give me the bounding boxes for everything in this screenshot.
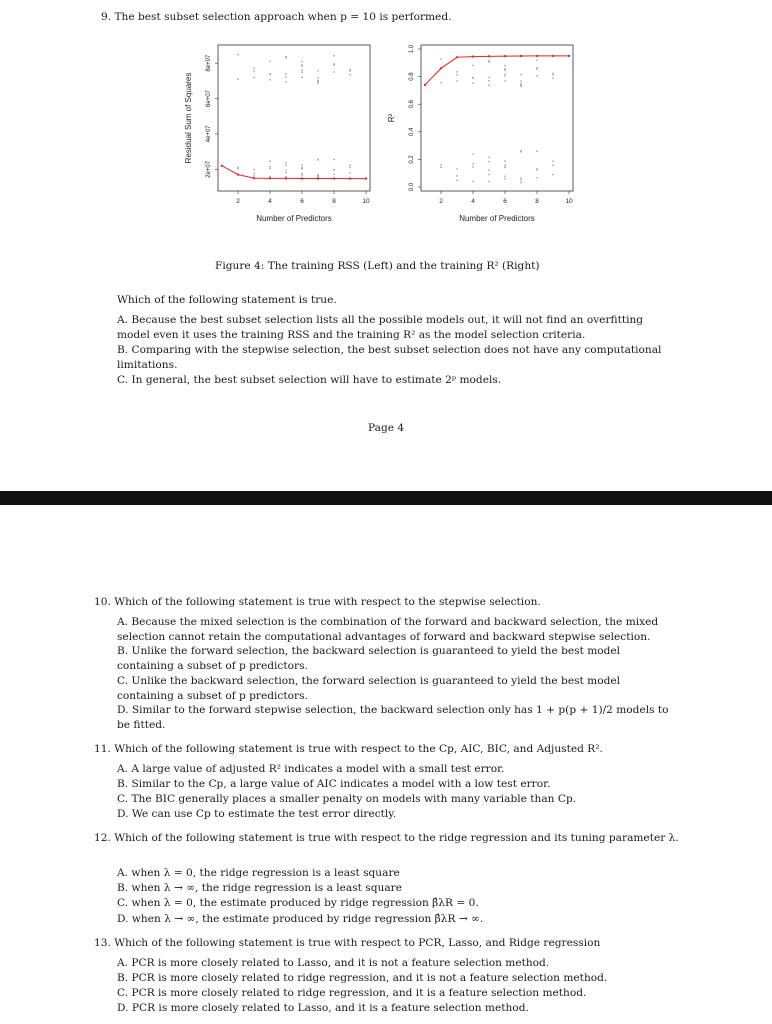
r2-model-point: [520, 150, 521, 151]
rss-best-model-point: [253, 177, 255, 179]
rss-model-point: [253, 175, 254, 176]
r2-model-point: [488, 157, 489, 158]
rss-model-point: [253, 70, 254, 71]
r2-model-point: [552, 165, 553, 166]
rss-model-point: [317, 81, 318, 82]
rss-model-point: [301, 66, 302, 67]
rss-model-point: [285, 56, 286, 57]
rss-y-tick-label: 6e+07: [206, 90, 212, 107]
question-13-option-d: D. PCR is more closely related to Lasso, and it is a feature selection method.: [117, 1002, 529, 1014]
r2-y-tick-label: 0.6: [409, 100, 415, 109]
rss-model-point: [301, 164, 302, 165]
rss-model-point: [253, 169, 254, 170]
r2-model-point: [456, 168, 457, 169]
rss-model-point: [333, 169, 334, 170]
rss-best-model-point: [317, 177, 319, 179]
rss-model-point: [349, 69, 350, 70]
rss-model-point: [333, 64, 334, 65]
rss-model-point: [317, 82, 318, 83]
rss-best-model-point: [221, 165, 223, 167]
r2-chart: [381, 40, 601, 240]
r2-best-model-point: [504, 55, 506, 57]
question-10-option-d: D. Similar to the forward stepwise selection, the backward selection only has 1 + p(p + 1)/2 models to be fitted.: [117, 704, 669, 731]
page-separator: [0, 491, 772, 505]
rss-model-point: [269, 61, 270, 62]
r2-model-point: [536, 75, 537, 76]
r2-model-point: [472, 181, 473, 182]
r2-best-model-point: [488, 55, 490, 57]
question-12-option-a: A. when λ = 0, the ridge regression is a least square: [117, 867, 400, 879]
rss-best-model-point: [333, 177, 335, 179]
r2-model-point: [536, 68, 537, 69]
r2-model-point: [488, 60, 489, 61]
rss-best-model-point: [285, 177, 287, 179]
r2-best-model-point: [536, 55, 538, 57]
r2-best-model-point: [552, 55, 554, 57]
r2-model-point: [456, 71, 457, 72]
rss-best-model-point: [349, 177, 351, 179]
rss-model-point: [333, 55, 334, 56]
question-10-option-b: B. Unlike the forward selection, the backward selection is guaranteed to yield the best model containing a subset of p predictors.: [117, 645, 621, 672]
rss-model-point: [237, 168, 238, 169]
r2-model-point: [504, 75, 505, 76]
r2-model-point: [552, 74, 553, 75]
r2-model-point: [472, 153, 473, 154]
rss-model-point: [349, 172, 350, 173]
question-13-title: 13. Which of the following statement is true with respect to PCR, Lasso, and Ridge regression: [94, 937, 601, 949]
question-13-option-c: C. PCR is more closely related to ridge regression, and it is a feature selection method.: [117, 987, 587, 999]
rss-model-point: [317, 159, 318, 160]
question-11-option-d: D. We can use Cp to estimate the test error directly.: [117, 808, 397, 820]
rss-plot-frame: [218, 45, 370, 191]
r2-x-axis-label: Number of Predictors: [459, 214, 535, 223]
rss-y-tick-label: 8e+07: [206, 54, 212, 72]
r2-model-point: [504, 73, 505, 74]
rss-best-model-point: [365, 177, 367, 179]
r2-x-tick-label: 4: [471, 198, 475, 205]
r2-model-point: [456, 180, 457, 181]
r2-model-point: [440, 58, 441, 59]
r2-y-tick-label: 0.0: [409, 182, 415, 192]
rss-y-axis-label: Residual Sum of Squares: [184, 72, 193, 164]
r2-model-point: [456, 80, 457, 81]
r2-best-model-point: [440, 67, 442, 69]
rss-model-point: [349, 164, 350, 165]
rss-best-model-point: [269, 177, 271, 179]
rss-model-point: [269, 79, 270, 80]
figure-caption: Figure 4: The training RSS (Left) and the training R² (Right): [215, 260, 540, 272]
r2-model-point: [504, 160, 505, 161]
rss-best-model-line: [222, 166, 366, 179]
r2-model-point: [488, 61, 489, 62]
r2-x-tick-label: 6: [503, 198, 507, 205]
rss-model-point: [285, 77, 286, 78]
question-10-option-a: A. Because the mixed selection is the combination of the forward and backward selection, the mixed selection cannot retain the computational advantages of forward and backward stepwise selection.: [117, 616, 659, 643]
rss-model-point: [285, 176, 286, 177]
question-9-prompt: Which of the following statement is true.: [117, 294, 337, 306]
r2-model-point: [552, 160, 553, 161]
r2-model-point: [504, 70, 505, 71]
r2-model-point: [504, 164, 505, 165]
rss-x-tick-label: 2: [236, 198, 240, 205]
r2-model-point: [472, 163, 473, 164]
r2-model-point: [472, 77, 473, 78]
rss-model-point: [317, 80, 318, 81]
r2-model-point: [520, 81, 521, 82]
r2-model-point: [520, 83, 521, 84]
rss-model-point: [301, 167, 302, 168]
rss-model-point: [269, 166, 270, 167]
r2-model-point: [488, 77, 489, 78]
r2-x-tick-label: 10: [565, 198, 573, 205]
r2-model-point: [456, 175, 457, 176]
r2-model-point: [536, 59, 537, 60]
r2-model-point: [504, 167, 505, 168]
r2-best-model-point: [456, 56, 458, 58]
rss-best-model-point: [301, 177, 303, 179]
rss-model-point: [285, 162, 286, 163]
rss-model-point: [349, 74, 350, 75]
rss-model-point: [285, 57, 286, 58]
r2-model-point: [472, 83, 473, 84]
rss-model-point: [253, 77, 254, 78]
rss-model-point: [317, 77, 318, 78]
rss-y-tick-label: 2e+07: [206, 160, 212, 178]
rss-model-point: [285, 81, 286, 82]
question-12-option-d: D. when λ → ∞, the estimate produced by ridge regression β̂λR → ∞.: [117, 913, 484, 925]
question-11-option-c: C. The BIC generally places a smaller penalty on models with many variable than Cp.: [117, 793, 577, 805]
rss-y-tick-label: 4e+07: [206, 125, 212, 143]
rss-model-point: [301, 77, 302, 78]
r2-model-point: [520, 179, 521, 180]
rss-model-point: [301, 173, 302, 174]
question-9-option-a: A. Because the best subset selection lists all the possible models out, it will not find an overfitting model even it uses the training RSS and the training R² as the model selection criteria.: [117, 314, 644, 341]
rss-x-tick-label: 4: [268, 198, 272, 205]
r2-model-point: [488, 85, 489, 86]
rss-model-point: [237, 79, 238, 80]
rss-x-tick-label: 8: [332, 198, 336, 205]
r2-model-point: [552, 73, 553, 74]
rss-model-point: [269, 176, 270, 177]
r2-model-point: [520, 74, 521, 75]
rss-model-point: [237, 54, 238, 55]
question-12-option-b: B. when λ → ∞, the ridge regression is a least square: [117, 882, 403, 894]
rss-model-point: [301, 64, 302, 65]
r2-model-point: [504, 178, 505, 179]
r2-x-tick-label: 8: [535, 198, 539, 205]
r2-model-point: [504, 68, 505, 69]
r2-model-point: [520, 178, 521, 179]
rss-model-point: [269, 160, 270, 161]
r2-y-tick-label: 0.4: [409, 127, 415, 136]
rss-model-point: [333, 174, 334, 175]
r2-y-tick-label: 1.0: [409, 44, 415, 54]
r2-model-point: [488, 80, 489, 81]
rss-model-point: [269, 73, 270, 74]
r2-y-tick-label: 0.8: [409, 72, 415, 81]
r2-y-tick-label: 0.2: [409, 155, 415, 164]
r2-model-point: [488, 169, 489, 170]
r2-best-model-point: [472, 55, 474, 57]
page-number: Page 4: [368, 422, 405, 434]
r2-model-point: [456, 74, 457, 75]
rss-model-point: [349, 167, 350, 168]
r2-model-point: [440, 82, 441, 83]
rss-model-point: [285, 73, 286, 74]
r2-y-axis-label: R²: [387, 113, 396, 123]
r2-best-model-point: [424, 84, 426, 86]
rss-best-model-point: [237, 173, 239, 175]
r2-model-point: [552, 78, 553, 79]
question-11-option-a: A. A large value of adjusted R² indicates a model with a small test error.: [117, 763, 505, 775]
rss-model-point: [333, 159, 334, 160]
r2-model-point: [504, 65, 505, 66]
rss-model-point: [269, 168, 270, 169]
rss-model-point: [317, 70, 318, 71]
rss-model-point: [301, 70, 302, 71]
rss-x-tick-label: 6: [300, 198, 304, 205]
r2-model-point: [536, 151, 537, 152]
rss-model-point: [349, 71, 350, 72]
question-11-title: 11. Which of the following statement is true with respect to the Cp, AIC, BIC, and Adjusted R².: [94, 743, 603, 755]
r2-model-point: [504, 80, 505, 81]
r2-model-point: [440, 164, 441, 165]
rss-chart: [178, 40, 398, 240]
question-12-option-c: C. when λ = 0, the estimate produced by ridge regression β̂λR = 0.: [117, 897, 479, 909]
r2-model-point: [536, 177, 537, 178]
rss-model-point: [253, 173, 254, 174]
question-12-title: 12. Which of the following statement is true with respect to the ridge regression and its tuning parameter λ.: [94, 832, 679, 844]
question-9-option-b: B. Comparing with the stepwise selection, the best subset selection does not have any computational limitations.: [117, 344, 662, 371]
r2-x-tick-label: 2: [439, 198, 443, 205]
question-13-option-b: B. PCR is more closely related to ridge regression, and it is not a feature selection method.: [117, 972, 608, 984]
r2-model-point: [488, 174, 489, 175]
rss-model-point: [301, 72, 302, 73]
rss-model-point: [237, 167, 238, 168]
r2-best-model-line: [425, 56, 569, 85]
r2-best-model-point: [520, 55, 522, 57]
r2-model-point: [520, 86, 521, 87]
rss-model-point: [253, 67, 254, 68]
question-9-title: 9. The best subset selection approach when p = 10 is performed.: [101, 11, 452, 23]
question-13-option-a: A. PCR is more closely related to Lasso, and it is not a feature selection method.: [117, 957, 550, 969]
question-10-title: 10. Which of the following statement is true with respect to the stepwise selection.: [94, 596, 541, 608]
page-5: [0, 505, 772, 1024]
r2-model-point: [536, 169, 537, 170]
r2-model-point: [552, 174, 553, 175]
r2-model-point: [520, 84, 521, 85]
rss-model-point: [333, 71, 334, 72]
rss-model-point: [317, 175, 318, 176]
r2-best-model-point: [568, 55, 570, 57]
r2-model-point: [472, 65, 473, 66]
page-4: [0, 0, 772, 491]
question-10-option-c: C. Unlike the backward selection, the forward selection is guaranteed to yield the best model containing a subset of p predictors.: [117, 675, 621, 702]
rss-model-point: [285, 172, 286, 173]
rss-x-axis-label: Number of Predictors: [256, 214, 332, 223]
rss-x-tick-label: 10: [362, 198, 370, 205]
question-11-option-b: B. Similar to the Cp, a large value of AIC indicates a model with a low test error.: [117, 778, 551, 790]
r2-model-point: [504, 176, 505, 177]
r2-model-point: [488, 161, 489, 162]
rss-model-point: [285, 170, 286, 171]
rss-model-point: [301, 174, 302, 175]
r2-model-point: [520, 182, 521, 183]
rss-model-point: [301, 168, 302, 169]
r2-model-point: [440, 167, 441, 168]
question-9-option-c: C. In general, the best subset selection will have to estimate 2ᵖ models.: [117, 374, 502, 386]
r2-model-point: [472, 166, 473, 167]
rss-model-point: [285, 165, 286, 166]
r2-model-point: [488, 181, 489, 182]
rss-model-point: [301, 61, 302, 62]
